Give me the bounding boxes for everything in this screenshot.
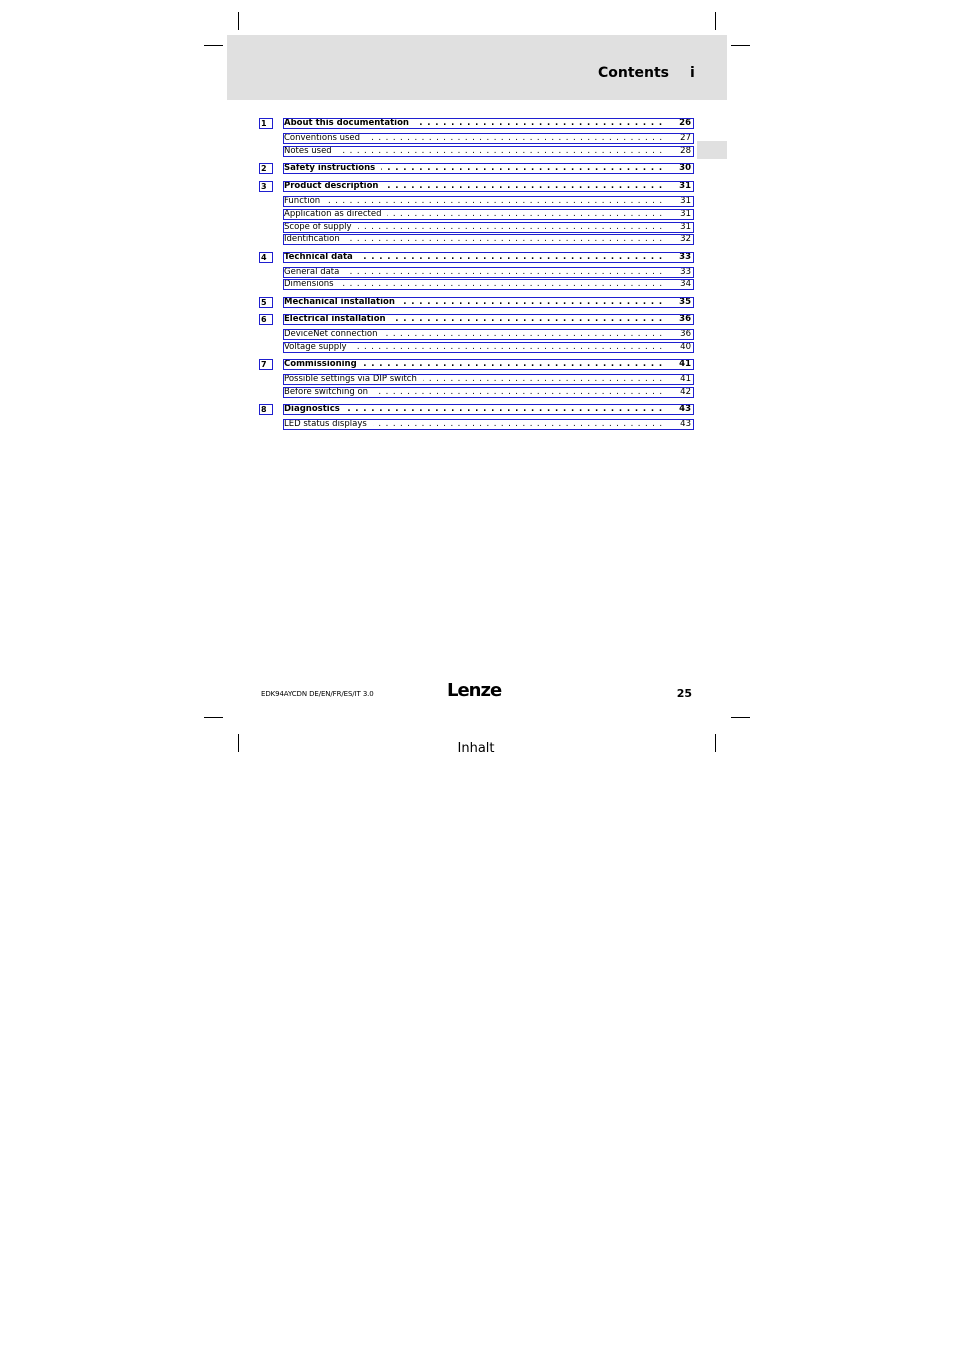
toc-entry-label: DeviceNet connection bbox=[284, 329, 378, 339]
toc-chapter-number[interactable]: 2 bbox=[259, 163, 273, 174]
toc-section-link[interactable] bbox=[283, 234, 694, 245]
crop-mark bbox=[204, 717, 223, 718]
toc-page-number: 34 bbox=[680, 279, 691, 289]
toc-page-number: 33 bbox=[680, 267, 691, 277]
toc-page-number: 36 bbox=[679, 314, 691, 324]
toc-page-number: 41 bbox=[680, 374, 691, 384]
toc-entry-label: Commissioning bbox=[284, 359, 357, 369]
toc-page-number: 32 bbox=[680, 234, 691, 244]
toc-chapter-number[interactable]: 6 bbox=[259, 314, 273, 325]
toc-chapter-number[interactable]: 3 bbox=[259, 181, 273, 192]
toc-section-link[interactable] bbox=[283, 279, 694, 290]
toc-section-link[interactable] bbox=[283, 387, 694, 398]
toc-entry-label: Notes used bbox=[284, 146, 332, 156]
toc-chapter-link[interactable] bbox=[283, 252, 694, 263]
toc-entry-label: General data bbox=[284, 267, 340, 277]
lenze-logo: Lenze bbox=[447, 680, 502, 701]
toc-page-number: 28 bbox=[680, 146, 691, 156]
toc-page-number: 40 bbox=[680, 342, 691, 352]
page-title: Contents bbox=[597, 65, 669, 81]
toc-page-number: 30 bbox=[679, 163, 691, 173]
dot-leader bbox=[326, 197, 663, 206]
toc-entry-label: Technical data bbox=[284, 252, 353, 262]
toc-page-number: 33 bbox=[679, 252, 691, 262]
toc-section-link[interactable] bbox=[283, 419, 694, 430]
toc-entry-label: Product description bbox=[284, 181, 379, 191]
toc-section-link[interactable] bbox=[283, 196, 694, 207]
toc-entry-label: About this documentation bbox=[284, 118, 409, 128]
table-of-contents bbox=[0, 0, 954, 440]
dot-leader bbox=[387, 210, 663, 219]
toc-entry-label: Voltage supply bbox=[284, 342, 347, 352]
toc-chapter-link[interactable] bbox=[283, 359, 694, 370]
toc-page-number: 27 bbox=[680, 133, 691, 143]
toc-page-number: 43 bbox=[680, 419, 691, 429]
toc-entry-label: Identification bbox=[284, 234, 340, 244]
toc-chapter-link[interactable] bbox=[283, 314, 694, 325]
dot-leader bbox=[415, 119, 663, 128]
toc-section-link[interactable] bbox=[283, 342, 694, 353]
toc-section-link[interactable] bbox=[283, 329, 694, 340]
dot-leader bbox=[338, 147, 663, 156]
page-number: 25 bbox=[676, 687, 692, 700]
toc-section-link[interactable] bbox=[283, 222, 694, 233]
toc-page-number: 31 bbox=[680, 222, 691, 232]
toc-page-number: 31 bbox=[679, 181, 691, 191]
toc-chapter-link[interactable] bbox=[283, 297, 694, 308]
toc-entry-label: Before switching on bbox=[284, 387, 369, 397]
section-marker: i bbox=[690, 65, 695, 81]
toc-section-link[interactable] bbox=[283, 374, 694, 385]
dot-leader bbox=[346, 405, 663, 414]
toc-chapter-link[interactable] bbox=[283, 118, 694, 129]
toc-page-number: 26 bbox=[679, 118, 691, 128]
toc-page-number: 35 bbox=[679, 297, 691, 307]
toc-entry-label: LED status displays bbox=[284, 419, 367, 429]
toc-entry-label: Diagnostics bbox=[284, 404, 340, 414]
toc-section-link[interactable] bbox=[283, 267, 694, 278]
toc-entry-label: Mechanical installation bbox=[284, 297, 395, 307]
toc-chapter-number[interactable]: 8 bbox=[259, 404, 273, 415]
toc-entry-label: Function bbox=[284, 196, 321, 206]
toc-entry-label: Dimensions bbox=[284, 279, 334, 289]
crop-mark bbox=[238, 734, 239, 752]
toc-chapter-link[interactable] bbox=[283, 181, 694, 192]
toc-entry-label: Possible settings via DIP switch bbox=[284, 374, 417, 384]
dot-leader bbox=[392, 315, 663, 324]
page-caption: Inhalt bbox=[457, 741, 495, 756]
toc-chapter-number[interactable]: 7 bbox=[259, 359, 273, 370]
dot-leader bbox=[381, 164, 663, 173]
toc-chapter-number[interactable]: 5 bbox=[259, 297, 273, 308]
toc-entry-label: Scope of supply bbox=[284, 222, 352, 232]
document-id: EDK94AYCDN DE/EN/FR/ES/IT 3.0 bbox=[261, 690, 374, 698]
dot-leader bbox=[359, 253, 663, 262]
toc-page-number: 31 bbox=[680, 209, 691, 219]
toc-page-number: 31 bbox=[680, 196, 691, 206]
dot-leader bbox=[366, 134, 663, 143]
toc-section-link[interactable] bbox=[283, 209, 694, 220]
toc-entry-label: Application as directed bbox=[284, 209, 382, 219]
dot-leader bbox=[373, 420, 663, 429]
dot-leader bbox=[353, 343, 663, 352]
dot-leader bbox=[340, 280, 663, 289]
toc-chapter-link[interactable] bbox=[283, 163, 694, 174]
toc-page-number: 36 bbox=[680, 329, 691, 339]
toc-chapter-link[interactable] bbox=[283, 404, 694, 415]
crop-mark bbox=[731, 717, 750, 718]
toc-entry-label: Electrical installation bbox=[284, 314, 386, 324]
toc-section-link[interactable] bbox=[283, 146, 694, 157]
dot-leader bbox=[384, 330, 663, 339]
dot-leader bbox=[423, 375, 663, 384]
dot-leader bbox=[363, 360, 663, 369]
dot-leader bbox=[374, 388, 663, 397]
dot-leader bbox=[346, 235, 663, 244]
toc-entry-label: Safety instructions bbox=[284, 163, 376, 173]
toc-page-number: 43 bbox=[679, 404, 691, 414]
dot-leader bbox=[384, 182, 663, 191]
dot-leader bbox=[358, 223, 664, 232]
toc-page-number: 42 bbox=[680, 387, 691, 397]
dot-leader bbox=[401, 298, 663, 307]
toc-chapter-number[interactable]: 1 bbox=[259, 118, 273, 129]
toc-section-link[interactable] bbox=[283, 133, 694, 144]
toc-chapter-number[interactable]: 4 bbox=[259, 252, 273, 263]
toc-entry-label: Conventions used bbox=[284, 133, 361, 143]
crop-mark bbox=[715, 734, 716, 752]
toc-page-number: 41 bbox=[679, 359, 691, 369]
dot-leader bbox=[345, 268, 663, 277]
